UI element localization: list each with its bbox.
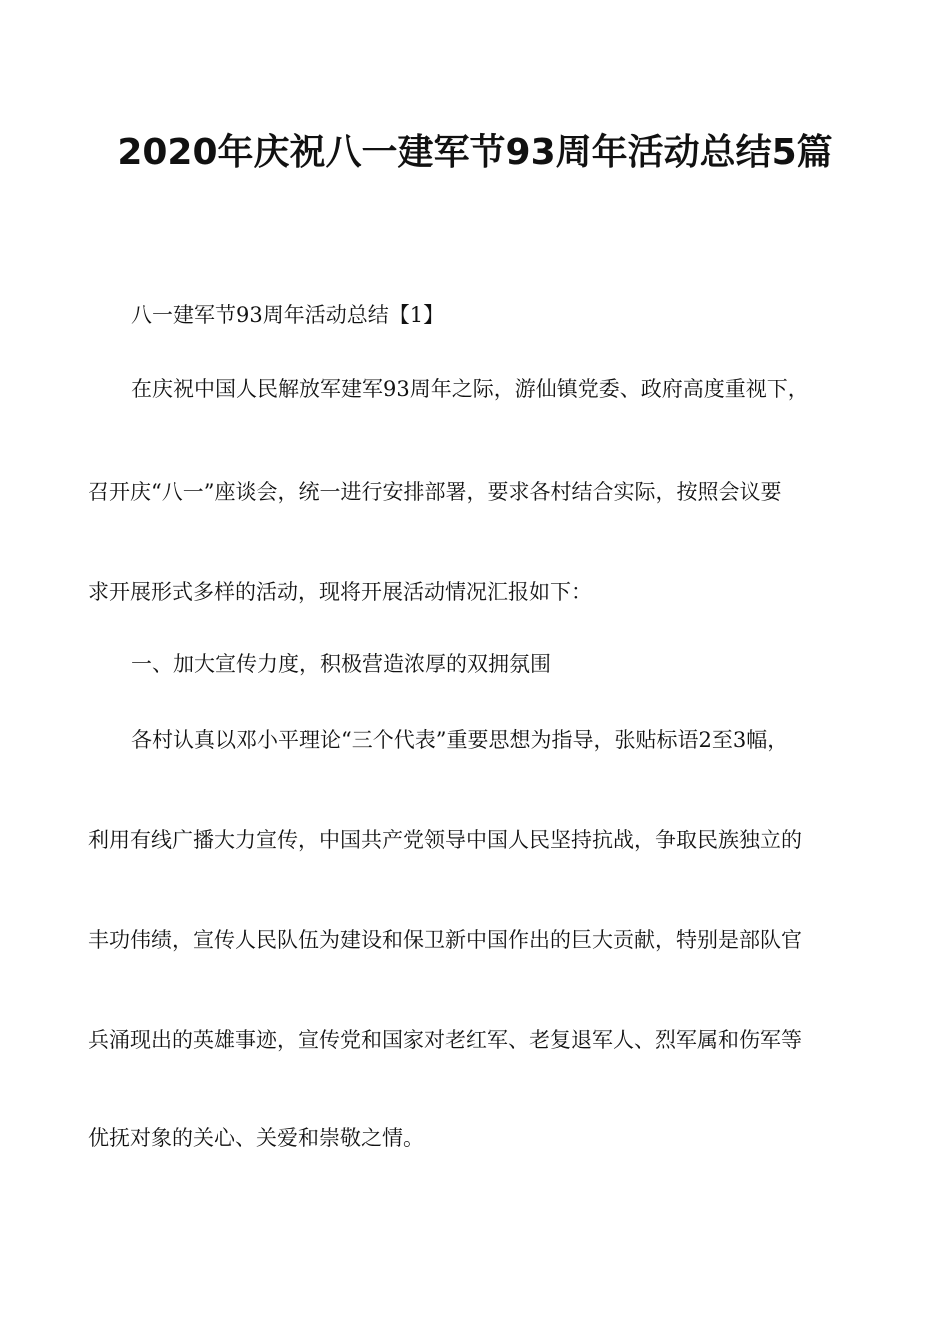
paragraph-line: 各村认真以邓小平理论“三个代表”重要思想为指导，张贴标语2至3幅， (131, 728, 789, 752)
paragraph-line: 丰功伟绩，宣传人民队伍为建设和保卫新中国作出的巨大贡献，特别是部队官 (88, 928, 802, 952)
section-heading-1: 八一建军节93周年活动总结【1】 (131, 303, 445, 327)
subheading-1: 一、加大宣传力度，积极营造浓厚的双拥氛围 (131, 652, 551, 676)
paragraph-line: 优抚对象的关心、关爱和崇敬之情。 (88, 1126, 424, 1150)
paragraph-line: 在庆祝中国人民解放军建军93周年之际，游仙镇党委、政府高度重视下， (131, 377, 809, 401)
document-title: 2020年庆祝八一建军节93周年活动总结5篇 (117, 132, 833, 173)
paragraph-line: 求开展形式多样的活动，现将开展活动情况汇报如下： (88, 580, 592, 604)
paragraph-line: 利用有线广播大力宣传，中国共产党领导中国人民坚持抗战，争取民族独立的 (88, 828, 802, 852)
paragraph-line: 兵涌现出的英雄事迹，宣传党和国家对老红军、老复退军人、烈军属和伤军等 (88, 1028, 802, 1052)
paragraph-line: 召开庆“八一”座谈会，统一进行安排部署，要求各村结合实际，按照会议要 (88, 480, 782, 504)
